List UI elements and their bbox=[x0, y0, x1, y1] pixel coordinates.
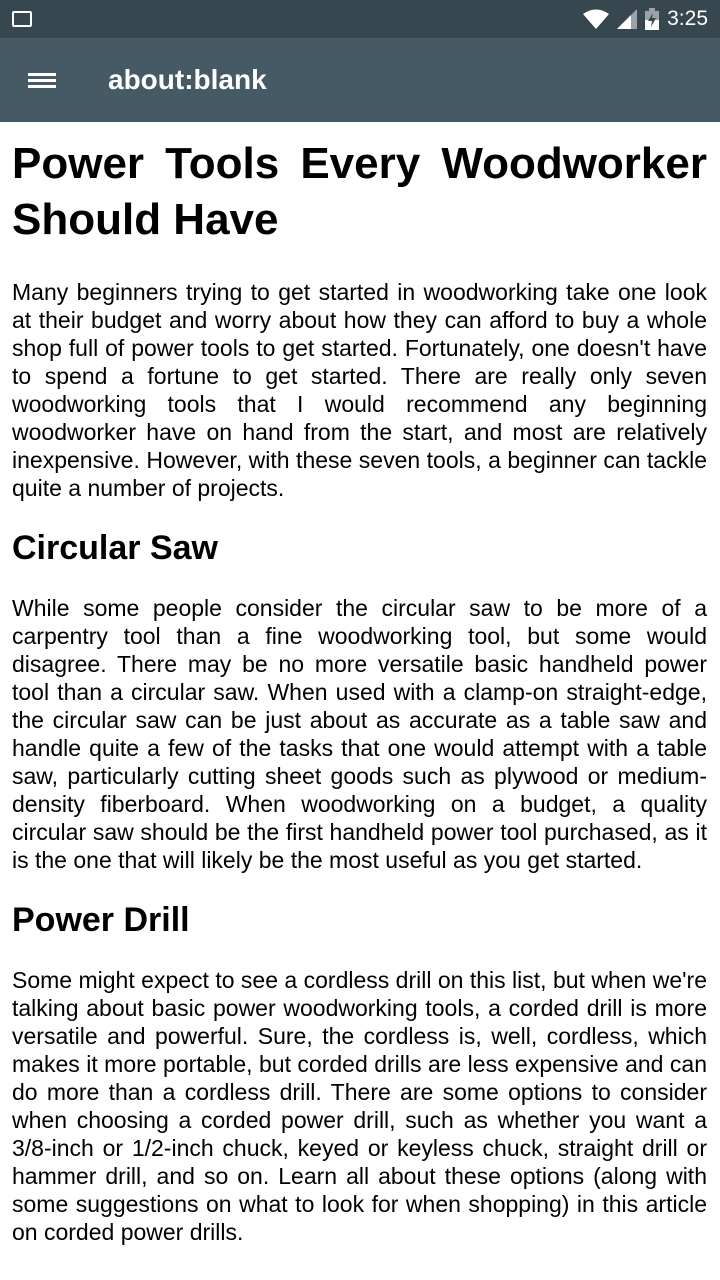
section-heading: Circular Saw bbox=[12, 529, 218, 567]
toolbar bbox=[0, 38, 720, 122]
article-title: Power Tools Every Woodworker Should Have bbox=[12, 139, 707, 244]
signal-icon bbox=[617, 9, 637, 29]
clock: 3:25 bbox=[667, 7, 708, 30]
section-heading: Power Drill bbox=[12, 901, 190, 939]
wifi-icon bbox=[583, 9, 609, 29]
status-bar bbox=[0, 0, 720, 38]
article bbox=[0, 122, 720, 1246]
menu-button[interactable] bbox=[0, 38, 84, 122]
image-notification-icon bbox=[12, 11, 32, 27]
section-paragraph: While some people consider the circular saw to be more of a carpentry tool than a fine woodworking tool, but some would disagree. There may be no more versatile basic handheld power tool than a circular saw. When used with a clamp-on straight-edge, the circular saw can be just about as accurate as a table saw and handle quite a few of the tasks that one would attempt with a table saw, particularly cutting sheet goods such as plywood or medium-density fiberboard. When woodworking on a budget, a quality circular saw should be the first handheld power tool purchased, as it is the one that will likely be the most useful as you get started. bbox=[12, 595, 707, 873]
hamburger-icon bbox=[28, 70, 56, 91]
battery-charging-icon bbox=[645, 8, 659, 30]
intro-paragraph: Many beginners trying to get started in woodworking take one look at their budget and worry about how they can afford to buy a whole shop full of power tools to get started. Fortunately, one doesn't have to spend a fortune to get started. There are really only seven woodworking tools that I would recommend any beginning woodworker have on hand from the start, and most are relatively inexpensive. However, with these seven tools, a beginner can tackle quite a number of projects. bbox=[12, 279, 707, 501]
toolbar-title: about:blank bbox=[108, 64, 267, 95]
section-paragraph: Some might expect to see a cordless drill on this list, but when we're talking about basic power woodworking tools, a corded drill is more versatile and powerful. Sure, the cordless is, well, cordless, which makes it more portable, but corded drills are less expensive and can do more than a cordless drill. There are some options to consider when choosing a corded power drill, such as whether you want a 3/8-inch or 1/2-inch chuck, keyed or keyless chuck, straight drill or hammer drill, and so on. Learn all about these options (along with some suggestions on what to look for when shopping) in this article on corded power drills. bbox=[12, 967, 707, 1245]
